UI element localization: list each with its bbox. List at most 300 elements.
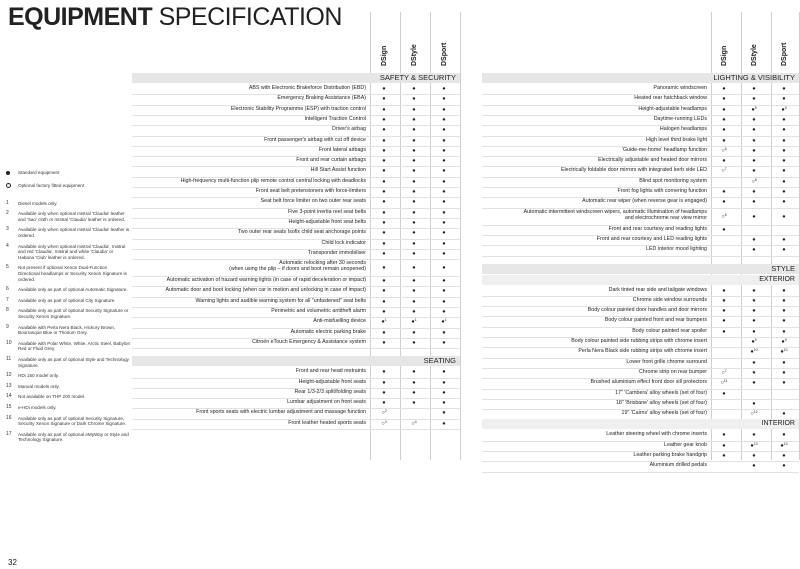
row-divider: [132, 429, 460, 430]
availability-symbol: ●: [782, 127, 786, 134]
feature-label: [482, 209, 707, 225]
availability-symbol: ●: [382, 250, 386, 257]
footnote-text: Available only as part of optional eMyWay or Style and Technology Signature.: [18, 431, 129, 443]
availability-symbol: ●: [382, 309, 386, 315]
footnote-text: Not present if optional Xenon Dual-Function Directional headlamps or Security Xenon Signature is ordered.: [18, 265, 127, 282]
footnote-item: [6, 211, 130, 222]
availability-symbol: ○: [721, 369, 725, 376]
availability-symbol: ●: [382, 389, 386, 396]
standard-dot-icon: [777, 213, 791, 221]
availability-symbol: ●: [382, 379, 386, 386]
standard-dot-icon: [777, 328, 791, 336]
footnote-item: [6, 265, 130, 282]
standard-dot-icon: [437, 209, 451, 217]
row-divider: [482, 256, 799, 257]
standard-dot-icon: [777, 297, 791, 305]
standard-dot-icon: [407, 188, 421, 196]
standard-dot-icon: [777, 106, 791, 114]
availability-symbol: ●: [782, 453, 786, 459]
standard-dot-icon: [777, 379, 791, 387]
availability-symbol: ●: [412, 158, 416, 165]
availability-symbol: ●: [752, 86, 756, 92]
availability-symbol: ●: [412, 189, 416, 195]
standard-dot-icon: [717, 188, 731, 196]
feature-text: Citroën eTouch Emergency & Assistance system: [252, 338, 366, 345]
standard-dot-icon: [747, 287, 761, 295]
standard-dot-icon: [437, 308, 451, 316]
availability-symbol: ●: [752, 127, 756, 134]
standard-dot-icon: [407, 126, 421, 134]
footnote-ref: 1: [444, 318, 447, 323]
standard-dot-icon: [377, 240, 391, 248]
standard-dot-icon: [407, 389, 421, 397]
availability-symbol: ●: [782, 318, 786, 325]
standard-dot-icon: [747, 167, 761, 175]
footnote-number: 10: [6, 339, 12, 346]
footnote-text: Available only when optional mistral 'Claudia', mistral and red 'Claudia', mistral and white 'Claudia' or Habana 'Club' leather is ordered.: [18, 243, 126, 260]
feature-text: Front and rear curtain airbags: [296, 157, 366, 164]
availability-symbol: ●: [752, 96, 756, 103]
availability-symbol: ●: [412, 209, 416, 216]
feature-text: Emergency Braking Assistance (EBA): [277, 95, 366, 102]
feature-text: Front and rear courtesy and reading lights: [608, 225, 707, 232]
section-header: LIGHTING & VISIBILITY: [482, 73, 799, 83]
standard-dot-icon: [437, 329, 451, 337]
standard-dot-icon: [407, 137, 421, 145]
availability-symbol: ●: [442, 329, 446, 336]
availability-symbol: ●: [442, 137, 446, 144]
standard-dot-icon: [437, 147, 451, 155]
feature-text: Front and rear courtesy and LED reading lights: [596, 235, 707, 242]
availability-symbol: ●: [782, 86, 786, 92]
availability-symbol: ●: [752, 380, 756, 387]
standard-dot-icon: [777, 410, 791, 418]
availability-symbol: ●: [782, 137, 786, 144]
feature-text: Automatic door and boot locking (when car in motion and unlocking in case of impact): [165, 287, 366, 294]
footnote-ref: 2: [384, 409, 387, 414]
standard-dot-icon: [437, 106, 451, 114]
standard-dot-icon: [377, 298, 391, 306]
availability-symbol: ●: [752, 463, 756, 470]
footnote-text: Available only when optional mistral 'Claudia' leather is ordered.: [18, 227, 130, 239]
availability-symbol: ●: [782, 411, 786, 418]
footnote-text: Available only as part of optional Automatic Signature.: [18, 287, 128, 293]
standard-dot-icon: [437, 287, 451, 295]
availability-symbol: ●: [722, 137, 726, 144]
standard-dot-icon: [377, 329, 391, 337]
feature-text: Body colour painted rear spoiler: [632, 327, 707, 334]
footnote-number: 3: [6, 226, 9, 233]
availability-symbol: ●: [442, 127, 446, 134]
feature-text: Height-adjustable front seats: [298, 378, 366, 385]
standard-dot-icon: [377, 287, 391, 295]
availability-symbol: ●: [382, 369, 386, 376]
standard-dot-icon: [407, 379, 421, 387]
standard-dot-icon: [407, 106, 421, 114]
row-divider: [132, 348, 460, 349]
footnote-ref: 1: [414, 318, 417, 323]
availability-symbol: ●: [442, 189, 446, 195]
feature-text: High level third brake light: [646, 136, 707, 143]
availability-symbol: ●: [722, 297, 726, 304]
availability-symbol: ●: [382, 298, 386, 305]
availability-symbol: ●: [412, 116, 416, 123]
footnote-text: Diesel models only.: [18, 200, 58, 206]
feature-text: Five 3-point inertia reel seat belts: [287, 208, 366, 215]
availability-symbol: ●: [722, 116, 726, 123]
standard-dot-icon: [777, 178, 791, 186]
availability-symbol: ●: [442, 410, 446, 417]
standard-dot-icon: [747, 246, 761, 254]
availability-symbol: ●: [412, 379, 416, 386]
availability-symbol: ●: [750, 442, 754, 449]
footnote-item: [6, 432, 130, 443]
availability-symbol: ●: [412, 106, 416, 113]
footnote-item: [6, 298, 130, 304]
availability-symbol: ●: [412, 250, 416, 257]
availability-symbol: ●: [382, 168, 386, 175]
feature-text: Front sports seats with electric lumbar adjustment and massage function: [196, 409, 366, 416]
standard-dot-icon: [777, 147, 791, 155]
feature-text-line-2: (when using the plip – if doors and boot remain unopened): [229, 266, 366, 273]
availability-symbol: ●: [382, 86, 386, 92]
feature-text: Dark tinted rear side and tailgate windows: [608, 286, 707, 293]
standard-dot-icon: [437, 116, 451, 124]
standard-dot-icon: [747, 188, 761, 196]
standard-dot-icon: [717, 226, 731, 234]
footnote-item: [6, 416, 130, 427]
availability-symbol: ●: [442, 240, 446, 247]
standard-dot-icon: [437, 379, 451, 387]
availability-symbol: ●: [752, 400, 756, 407]
availability-symbol: ●: [752, 247, 756, 254]
standard-dot-icon: [377, 308, 391, 316]
feature-text: Body colour painted front and rear bumpers: [604, 317, 707, 324]
footnote-number: 12: [6, 372, 12, 379]
standard-dot-icon: [407, 209, 421, 217]
footnote-number: 17: [6, 430, 12, 437]
availability-symbol: ●: [782, 168, 786, 175]
footnote-ref: 6: [724, 212, 727, 217]
standard-dot-icon: [377, 277, 391, 285]
standard-dot-icon: [777, 431, 791, 439]
footnote-ref: 13: [783, 441, 788, 446]
footnote-number: 9: [6, 323, 9, 330]
footnote-text: Available only as part of optional Style and Technology Signature.: [18, 356, 129, 368]
standard-dot-icon: [777, 452, 791, 460]
standard-dot-icon: [717, 95, 731, 103]
standard-dot-icon: [747, 442, 761, 450]
availability-symbol: ●: [752, 147, 756, 154]
availability-symbol: ●: [412, 127, 416, 134]
availability-symbol: ●: [722, 453, 726, 459]
footnote-text: Available with Polar White, White, Arctic Steel, Babylon Red or Fluid Grey.: [18, 340, 131, 352]
footnote-ref: 1: [384, 318, 387, 323]
feature-text: Warning lights and audible warning system for all "unfastened" seat belts: [195, 297, 366, 304]
standard-dot-icon: [717, 126, 731, 134]
availability-symbol: ●: [442, 158, 446, 165]
availability-symbol: ●: [412, 168, 416, 175]
availability-symbol: ●: [382, 278, 386, 285]
standard-dot-icon: [717, 390, 731, 398]
footnote-number: 1: [6, 199, 9, 206]
footnote-item: [6, 325, 130, 336]
feature-text: High-frequency multi-function plip remote control central locking with deadlocks: [180, 177, 366, 184]
availability-symbol: ●: [752, 236, 756, 243]
standard-dot-icon: [717, 307, 731, 315]
standard-dot-icon: [377, 219, 391, 227]
availability-symbol: ●: [782, 158, 786, 165]
page-title-bold: EQUIPMENT: [8, 3, 153, 31]
standard-dot-icon: [777, 462, 791, 470]
availability-symbol: ●: [382, 106, 386, 113]
standard-dot-icon: [717, 328, 731, 336]
footnote-ref: 5: [754, 105, 757, 110]
feature-text: Front lateral airbags: [318, 146, 366, 153]
availability-symbol: ●: [752, 199, 756, 206]
availability-symbol: ●: [752, 328, 756, 335]
standard-dot-icon: [407, 229, 421, 237]
standard-dot-icon: [777, 137, 791, 145]
standard-dot-icon: [777, 307, 791, 315]
standard-dot-icon: [437, 339, 451, 347]
standard-dot-icon: [407, 147, 421, 155]
standard-dot-icon: [747, 348, 761, 356]
standard-dot-icon: [437, 219, 451, 227]
option-ring-icon: [717, 379, 731, 387]
availability-symbol: ●: [412, 369, 416, 376]
standard-dot-icon: [747, 116, 761, 124]
availability-symbol: ●: [442, 400, 446, 407]
legend-standard: [6, 170, 130, 178]
availability-symbol: ●: [382, 147, 386, 154]
standard-dot-icon: [717, 452, 731, 460]
availability-symbol: ○: [720, 380, 724, 387]
standard-dot-icon: [437, 389, 451, 397]
standard-dot-icon: [377, 379, 391, 387]
availability-symbol: ●: [722, 390, 726, 397]
standard-dot-icon: [437, 298, 451, 306]
standard-dot-icon: [377, 399, 391, 407]
availability-symbol: ●: [752, 168, 756, 175]
availability-symbol: ●: [782, 328, 786, 335]
standard-dot-icon: [777, 246, 791, 254]
standard-dot-icon: [377, 85, 391, 93]
standard-dot-icon: [747, 379, 761, 387]
standard-dot-icon: [407, 219, 421, 227]
footnote-ref: 10: [783, 348, 788, 353]
availability-symbol: ●: [781, 106, 785, 113]
feature-text: Heated rear hatchback window: [634, 95, 707, 102]
standard-dot-icon: [377, 167, 391, 175]
trim-header: DSign: [721, 45, 728, 66]
feature-text: Rear 1/3-2/3 split/folding seats: [294, 388, 366, 395]
standard-dot-icon: [717, 442, 731, 450]
feature-text: Two outer rear seats Isofix child seat anchorage points: [237, 229, 366, 236]
availability-symbol: ●: [382, 240, 386, 247]
trim-header: DStyle: [751, 44, 758, 66]
option-ring-icon: [6, 183, 11, 188]
standard-dot-icon: [747, 236, 761, 244]
standard-dot-icon: [777, 188, 791, 196]
standard-dot-icon: [407, 240, 421, 248]
footnote-item: [6, 287, 130, 293]
feature-text: Panoramic windscreen: [653, 85, 707, 91]
standard-dot-icon: [717, 431, 731, 439]
option-ring-icon: [407, 420, 421, 428]
footnote-ref: 7: [724, 167, 727, 172]
page-title-light: SPECIFICATION: [158, 3, 342, 31]
footnote-ref: 12: [753, 410, 758, 415]
footnote-item: [6, 373, 130, 379]
availability-symbol: ●: [382, 219, 386, 226]
availability-symbol: ●: [722, 189, 726, 195]
footnote-item: [6, 394, 130, 400]
availability-symbol: ●: [782, 297, 786, 304]
legend-standard-text: Standard equipment: [18, 170, 60, 175]
standard-dot-icon: [777, 167, 791, 175]
availability-symbol: ●: [412, 389, 416, 396]
availability-symbol: ○: [411, 420, 415, 427]
standard-dot-icon: [747, 213, 761, 221]
feature-text: Automatic activation of hazard warning lights (in case of rapid deceleration or impact): [166, 277, 366, 284]
availability-symbol: ●: [442, 178, 446, 185]
standard-dot-icon: [747, 338, 761, 346]
trim-column-divider: [460, 12, 461, 460]
availability-symbol: ●: [752, 359, 756, 366]
availability-symbol: ●: [412, 178, 416, 185]
availability-symbol: ●: [442, 209, 446, 216]
feature-text: Child lock indicator: [321, 239, 366, 246]
feature-text: Perla Nera Black side rubbing strips with chrome insert: [578, 348, 707, 355]
availability-symbol: ●: [781, 339, 785, 345]
standard-dot-icon: [407, 287, 421, 295]
availability-symbol: ●: [382, 96, 386, 103]
feature-text: Automatic electric parking brake: [290, 328, 366, 335]
standard-dot-icon: [437, 126, 451, 134]
footnote-ref: 9: [784, 338, 787, 342]
standard-dot-icon: [437, 167, 451, 175]
availability-symbol: ●: [782, 308, 786, 315]
standard-dot-icon: [377, 250, 391, 258]
standard-dot-icon: [407, 339, 421, 347]
availability-symbol: ●: [382, 339, 386, 346]
availability-symbol: ●: [442, 147, 446, 154]
availability-symbol: ●: [722, 199, 726, 206]
footnote-number: 11: [6, 355, 12, 362]
feature-text: Body colour painted side rubbing strips with chrome insert: [571, 338, 707, 344]
standard-dot-icon: [407, 298, 421, 306]
subsection-header: INTERIOR: [482, 419, 799, 429]
standard-dot-icon: [437, 240, 451, 248]
feature-text: Electronic Stability Programme (ESP) with traction control: [230, 105, 366, 112]
feature-text: Anti-misfuelling device: [313, 318, 366, 325]
feature-text: 17" 'Cambera' alloy wheels (set of four): [615, 389, 707, 396]
footnote-text: HDi 160 model only.: [18, 373, 60, 379]
standard-dot-icon: [747, 317, 761, 325]
availability-symbol: ●: [782, 199, 786, 206]
standard-dot-icon: [717, 137, 731, 145]
footnote-item: [6, 308, 130, 319]
availability-symbol: ●: [722, 308, 726, 315]
availability-symbol: ●: [412, 278, 416, 285]
availability-symbol: ○: [721, 168, 725, 175]
availability-symbol: ●: [442, 278, 446, 285]
footnote-item: [6, 341, 130, 352]
availability-symbol: ●: [752, 189, 756, 195]
feature-text: Leather parking brake handgrip: [633, 452, 707, 458]
standard-dot-icon: [747, 307, 761, 315]
footnote-ref: 9: [754, 338, 757, 342]
feature-text: Height-adjustable front seat belts: [288, 218, 366, 225]
standard-dot-icon: [717, 157, 731, 165]
footnote-ref: 5: [784, 105, 787, 110]
availability-symbol: ●: [382, 329, 386, 336]
footnote-ref: 3: [384, 419, 387, 424]
footnote-number: 7: [6, 296, 9, 303]
standard-dot-icon: [407, 264, 421, 272]
footnote-item: [6, 357, 130, 368]
availability-symbol: ●: [782, 236, 786, 243]
standard-dot-icon: [717, 287, 731, 295]
standard-dot-icon: [377, 106, 391, 114]
feature-text: LED interior mood lighting: [646, 246, 707, 253]
standard-dot-icon: [747, 198, 761, 206]
option-ring-icon: [747, 410, 761, 418]
trim-header: DStyle: [411, 44, 418, 66]
footnote-number: 13: [6, 382, 12, 389]
availability-symbol: ●: [752, 158, 756, 165]
availability-symbol: ●: [752, 453, 756, 459]
standard-dot-icon: [777, 236, 791, 244]
availability-symbol: ●: [442, 265, 446, 272]
feature-text: Height-adjustable headlamps: [638, 105, 707, 112]
standard-dot-icon: [747, 359, 761, 367]
availability-symbol: ●: [780, 349, 784, 356]
availability-symbol: ●: [752, 116, 756, 123]
standard-dot-icon: [437, 318, 451, 326]
standard-dot-icon: [747, 462, 761, 470]
standard-dot-icon: [407, 198, 421, 206]
standard-dot-icon: [377, 209, 391, 217]
standard-dot-icon: [407, 318, 421, 326]
standard-dot-icon: [377, 389, 391, 397]
availability-symbol: ○: [751, 178, 755, 185]
feature-text: Halogen headlamps: [659, 126, 707, 133]
availability-symbol: ●: [752, 432, 756, 439]
availability-symbol: ●: [412, 137, 416, 144]
availability-symbol: ●: [412, 400, 416, 407]
feature-text: Front fog lights with cornering function: [617, 188, 707, 194]
availability-symbol: ●: [752, 137, 756, 144]
standard-dot-icon: [407, 85, 421, 93]
footnote-number: 6: [6, 286, 9, 293]
standard-dot-icon: [407, 277, 421, 285]
availability-symbol: ●: [442, 250, 446, 257]
availability-symbol: ●: [382, 288, 386, 295]
availability-symbol: ●: [382, 230, 386, 237]
feature-text: Leather gear knob: [664, 441, 707, 448]
feature-text: Seat belt force limiter on two outer rear seats: [260, 198, 366, 205]
availability-symbol: ●: [722, 318, 726, 325]
standard-dot-icon: [717, 297, 731, 305]
availability-symbol: ●: [382, 265, 386, 272]
availability-symbol: ●: [722, 226, 726, 233]
availability-symbol: ●: [752, 318, 756, 325]
legend-option-text: Optional factory fitted equipment: [18, 182, 85, 188]
option-ring-icon: [717, 369, 731, 377]
availability-symbol: ●: [442, 219, 446, 226]
